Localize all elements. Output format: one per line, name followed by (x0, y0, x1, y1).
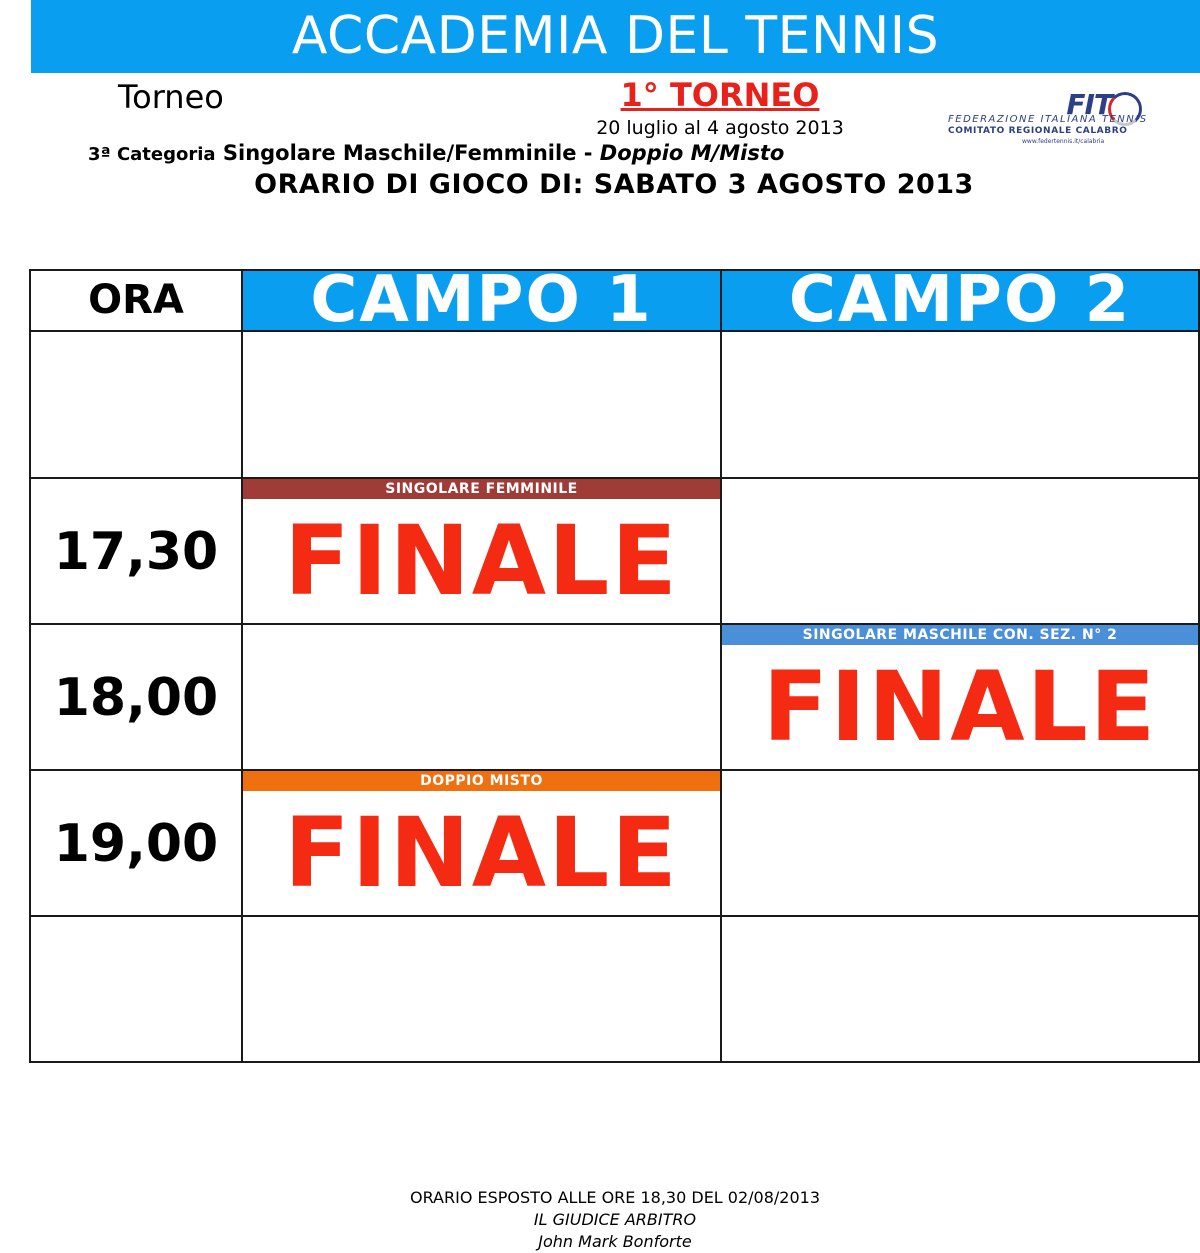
ora-header-label: ORA (88, 277, 184, 323)
time-cell (31, 625, 243, 771)
time-label: 18,00 (53, 668, 219, 728)
category-line (88, 141, 784, 165)
category-main: Singolare Maschile/Femminile - (222, 141, 593, 165)
campo2-slot (722, 332, 1200, 479)
time-cell (31, 479, 243, 625)
campo1-slot (243, 917, 722, 1063)
page-title-banner (31, 0, 1200, 73)
time-cell (31, 771, 243, 917)
referee-role: IL GIUDICE ARBITRO (533, 1210, 697, 1229)
match-event-label: SINGOLARE MASCHILE CON. SEZ. N° 2 (802, 627, 1118, 643)
campo1-slot (243, 479, 722, 625)
campo1-slot (243, 771, 722, 917)
time-label: 17,30 (53, 522, 219, 582)
torneo-name: 1° TORNEO (620, 76, 820, 114)
posted-notice: ORARIO ESPOSTO ALLE ORE 18,30 DEL 02/08/2013 (409, 1188, 821, 1207)
match-event-label: DOPPIO MISTO (420, 773, 543, 789)
campo1-slot (243, 625, 722, 771)
logo-committee: COMITATO REGIONALE CALABRO (948, 126, 1128, 136)
match-event-bar (243, 771, 720, 791)
logo-brand: FIT (1066, 88, 1112, 121)
finale-label: FINALE (284, 797, 679, 909)
campo1-slot (243, 332, 722, 479)
match-event-bar (722, 625, 1198, 645)
campo1-header-label: CAMPO 1 (310, 263, 653, 337)
category-prefix: 3ª Categoria (88, 144, 216, 165)
ora-header (31, 271, 243, 332)
campo2-header (722, 263, 1200, 337)
campo2-header-label: CAMPO 2 (788, 263, 1132, 337)
finale-label: FINALE (762, 651, 1158, 763)
time-label: 19,00 (53, 814, 219, 874)
campo2-slot (722, 771, 1200, 917)
time-cell (31, 332, 243, 479)
referee-name: John Mark Bonforte (538, 1232, 692, 1251)
schedule-day: ORARIO DI GIOCO DI: SABATO 3 AGOSTO 2013 (254, 169, 974, 200)
category-doubles: Doppio M/Misto (599, 141, 785, 165)
campo2-slot (722, 479, 1200, 625)
time-cell (31, 917, 243, 1063)
logo-website: www.federtennis.it/calabria (1022, 138, 1105, 145)
torneo-dates: 20 luglio al 4 agosto 2013 (596, 117, 844, 139)
logo-federation: FEDERAZIONE ITALIANA TENNIS (948, 114, 1148, 125)
campo1-header (243, 263, 722, 337)
fit-logo (942, 88, 1172, 152)
finale-label: FINALE (284, 505, 679, 617)
campo2-slot (722, 917, 1200, 1063)
campo2-slot (722, 625, 1200, 771)
match-event-bar (243, 479, 720, 499)
schedule-table (29, 263, 1200, 1063)
torneo-label: Torneo (118, 78, 224, 116)
page-title: ACCADEMIA DEL TENNIS (291, 6, 940, 66)
match-event-label: SINGOLARE FEMMINILE (385, 481, 578, 497)
